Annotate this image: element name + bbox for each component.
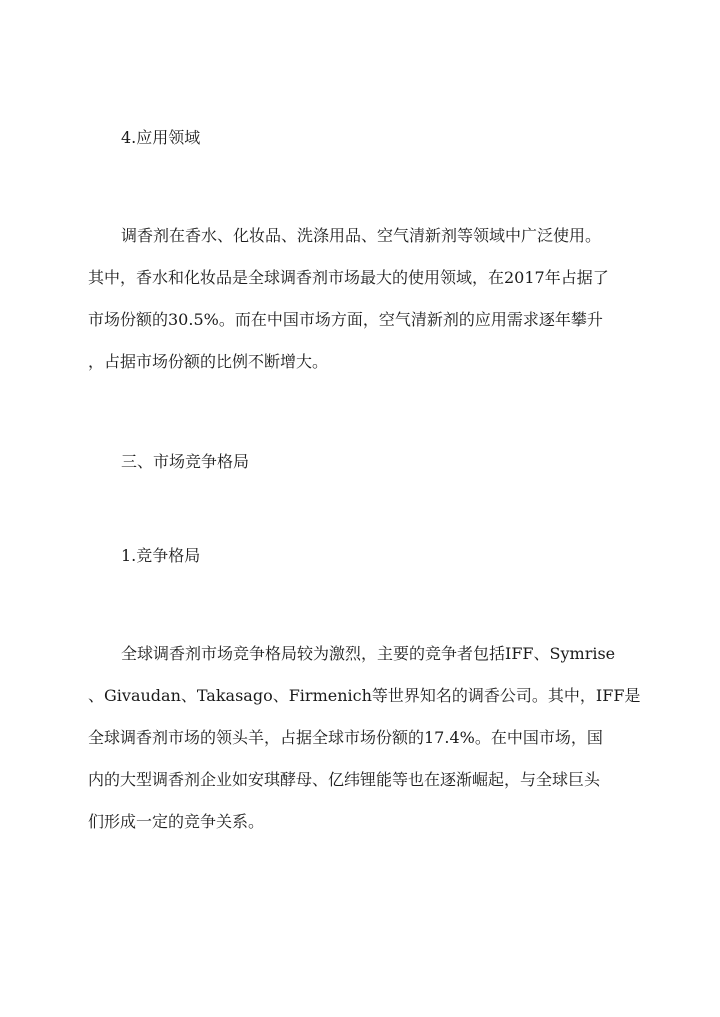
paragraph-line: ，占据市场份额的比例不断增大。 [88,352,329,371]
paragraph-competition-pattern [88,644,641,854]
paragraph-line: 全球调香剂市场竞争格局较为激烈，主要的竞争者包括IFF、Symrise [121,644,616,663]
paragraph-line: 其中，香水和化妆品是全球调香剂市场最大的使用领域，在2017年占据了 [88,268,609,287]
paragraph-line: 市场份额的30.5%。而在中国市场方面，空气清新剂的应用需求逐年攀升 [88,310,603,329]
paragraph-line: 们形成一定的竞争关系。 [88,812,265,831]
paragraph-line: 内的大型调香剂企业如安琪酵母、亿纬锂能等也在逐渐崛起，与全球巨头 [88,770,601,789]
paragraph-line: 、Givaudan、Takasago、Firmenich等世界知名的调香公司。其中，IFF是 [88,686,641,705]
section-heading-market-competition: 三、市场竞争格局 [121,452,250,471]
subsection-heading-competition-pattern: 1.竞争格局 [121,546,201,565]
paragraph-line: 调香剂在香水、化妆品、洗涤用品、空气清新剂等领域中广泛使用。 [121,226,602,245]
paragraph-line: 全球调香剂市场的领头羊，占据全球市场份额的17.4%。在中国市场，国 [88,728,603,747]
section-heading-application-fields: 4.应用领域 [121,128,201,147]
paragraph-application-fields [88,226,636,394]
